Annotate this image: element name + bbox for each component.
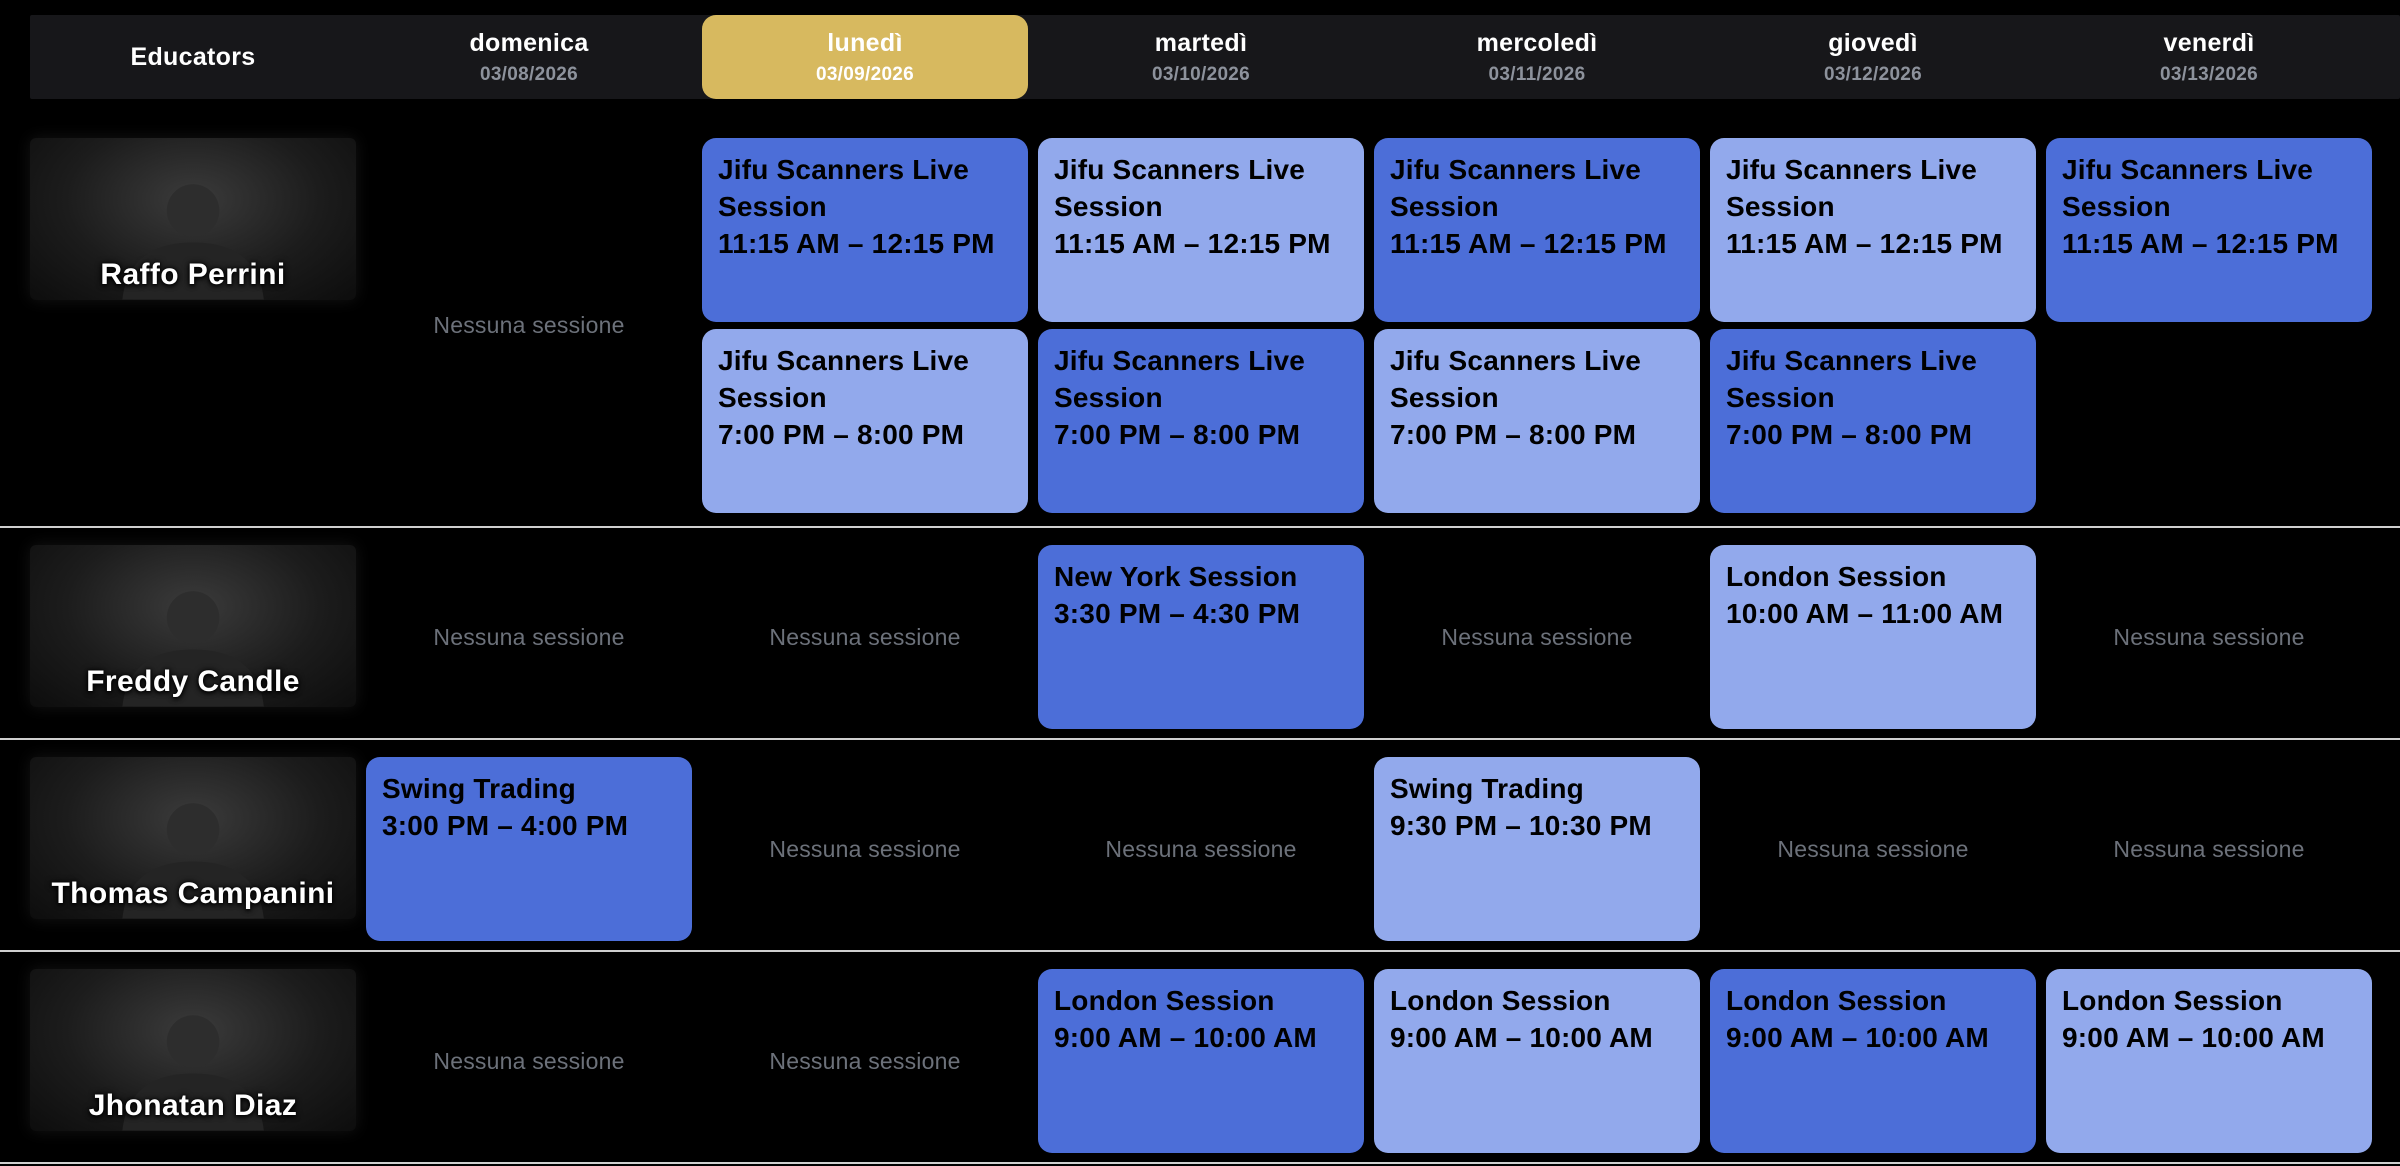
educator-photo-cell	[30, 545, 356, 729]
schedule-cell	[1710, 969, 2036, 1153]
educator-name: Freddy Candle	[86, 665, 300, 698]
session-card[interactable]	[1038, 545, 1364, 729]
schedule-cell	[702, 545, 1028, 729]
schedule-cell	[2046, 969, 2372, 1153]
educator-photo	[30, 757, 356, 919]
day-name: martedì	[1154, 28, 1248, 57]
session-title: New York Session	[1054, 561, 1298, 592]
day-date: 03/09/2026	[815, 63, 915, 85]
day-name: lunedì	[827, 28, 903, 57]
educator-photo-cell	[30, 757, 356, 941]
schedule-cell	[702, 969, 1028, 1153]
schedule-cell	[1710, 757, 2036, 941]
session-title: London Session	[1054, 985, 1275, 1016]
session-card[interactable]	[1710, 329, 2036, 513]
session-title: Jifu Scanners Live Session	[1726, 154, 1978, 222]
schedule-cell	[1710, 138, 2036, 513]
schedule-cell	[1374, 969, 1700, 1153]
session-time: 9:00 AM – 10:00 AM	[1726, 1022, 1989, 1053]
session-title: London Session	[1726, 985, 1947, 1016]
session-time: 9:00 AM – 10:00 AM	[1390, 1022, 1653, 1053]
session-time: 11:15 AM – 12:15 PM	[1390, 228, 1667, 259]
schedule-cell	[1038, 545, 1364, 729]
session-title: London Session	[1390, 985, 1611, 1016]
session-time: 7:00 PM – 8:00 PM	[1054, 419, 1301, 450]
educator-name: Jhonatan Diaz	[88, 1089, 298, 1122]
session-title: Swing Trading	[1390, 773, 1584, 804]
schedule-cell	[702, 757, 1028, 941]
session-time: 7:00 PM – 8:00 PM	[1726, 419, 1973, 450]
session-card[interactable]	[1374, 757, 1700, 941]
educator-photo	[30, 545, 356, 707]
educator-row	[0, 99, 2400, 528]
schedule-cell	[366, 545, 692, 729]
session-title: Swing Trading	[382, 773, 576, 804]
session-card[interactable]	[702, 138, 1028, 322]
session-title: Jifu Scanners Live Session	[2062, 154, 2314, 222]
schedule-cell	[2046, 138, 2372, 513]
session-time: 11:15 AM – 12:15 PM	[1054, 228, 1331, 259]
session-title: London Session	[2062, 985, 2283, 1016]
empty-session-label: Nessuna sessione	[1441, 623, 1633, 650]
day-name: giovedì	[1828, 28, 1918, 57]
session-card[interactable]	[1038, 329, 1364, 513]
session-card[interactable]	[1710, 138, 2036, 322]
session-card[interactable]	[366, 757, 692, 941]
session-card[interactable]	[1038, 138, 1364, 322]
schedule-cell	[366, 757, 692, 941]
empty-session-label: Nessuna sessione	[433, 312, 625, 338]
session-title: London Session	[1726, 561, 1947, 592]
day-date: 03/11/2026	[1488, 63, 1586, 85]
session-title: Jifu Scanners Live Session	[718, 345, 970, 413]
session-time: 7:00 PM – 8:00 PM	[718, 419, 965, 450]
empty-session-label: Nessuna sessione	[769, 1047, 961, 1074]
day-name: venerdì	[2163, 28, 2255, 57]
session-time: 11:15 AM – 12:15 PM	[718, 228, 995, 259]
schedule-cell	[366, 969, 692, 1153]
session-title: Jifu Scanners Live Session	[1726, 345, 1978, 413]
educator-row-grid	[0, 740, 2400, 950]
schedule-cell	[1038, 757, 1364, 941]
educator-row-grid	[0, 99, 2400, 526]
day-tab-mercoledì[interactable]	[1374, 15, 1700, 99]
session-time: 9:00 AM – 10:00 AM	[2062, 1022, 2325, 1053]
educator-row	[0, 952, 2400, 1164]
session-time: 3:00 PM – 4:00 PM	[382, 810, 629, 841]
schedule-cell	[2046, 545, 2372, 729]
educator-photo-cell	[30, 138, 356, 513]
day-tab-domenica[interactable]	[366, 15, 692, 99]
schedule-cell	[702, 138, 1028, 513]
empty-session-label: Nessuna sessione	[769, 623, 961, 650]
session-time: 10:00 AM – 11:00 AM	[1726, 598, 2004, 629]
schedule-cell	[1374, 545, 1700, 729]
day-header-row	[30, 15, 2400, 99]
session-card[interactable]	[1038, 969, 1364, 1153]
schedule-cell	[1038, 138, 1364, 513]
schedule-cell	[1710, 545, 2036, 729]
session-time: 3:30 PM – 4:30 PM	[1054, 598, 1301, 629]
educator-row	[0, 528, 2400, 740]
day-date: 03/13/2026	[2159, 63, 2259, 85]
day-name: mercoledì	[1476, 28, 1598, 57]
session-card[interactable]	[702, 329, 1028, 513]
session-card[interactable]	[2046, 138, 2372, 322]
session-time: 9:00 AM – 10:00 AM	[1054, 1022, 1317, 1053]
day-tab-venerdì[interactable]	[2046, 15, 2372, 99]
educator-photo-cell	[30, 969, 356, 1153]
session-card[interactable]	[1710, 545, 2036, 729]
session-card[interactable]	[2046, 969, 2372, 1153]
educator-name: Raffo Perrini	[100, 258, 286, 291]
session-time: 7:00 PM – 8:00 PM	[1390, 419, 1637, 450]
educator-photo	[30, 138, 356, 300]
day-name: domenica	[469, 28, 589, 57]
empty-session-label: Nessuna sessione	[1105, 835, 1297, 862]
day-tab-giovedì[interactable]	[1710, 15, 2036, 99]
day-tab-lunedì[interactable]	[702, 15, 1028, 99]
day-date: 03/10/2026	[1151, 63, 1251, 85]
empty-session-label: Nessuna sessione	[433, 623, 625, 650]
educator-row	[0, 740, 2400, 952]
educator-row-grid	[0, 952, 2400, 1162]
schedule-cell	[1374, 757, 1700, 941]
schedule-cell	[2046, 757, 2372, 941]
educator-name: Thomas Campanini	[51, 877, 335, 910]
session-title: Jifu Scanners Live Session	[1054, 345, 1306, 413]
session-time: 9:30 PM – 10:30 PM	[1390, 810, 1652, 841]
educator-photo	[30, 969, 356, 1131]
empty-session-label: Nessuna sessione	[769, 835, 961, 862]
schedule-cell	[1374, 138, 1700, 513]
session-time: 11:15 AM – 12:15 PM	[1726, 228, 2003, 259]
session-card[interactable]	[1374, 329, 1700, 513]
educator-rows	[0, 99, 2400, 1164]
session-time: 11:15 AM – 12:15 PM	[2062, 228, 2339, 259]
session-title: Jifu Scanners Live Session	[718, 154, 970, 222]
day-date: 03/12/2026	[1823, 63, 1923, 85]
schedule-cell	[1038, 969, 1364, 1153]
empty-session-label: Nessuna sessione	[2113, 835, 2305, 862]
day-date: 03/08/2026	[479, 63, 579, 85]
empty-session-label: Nessuna sessione	[2113, 623, 2305, 650]
session-title: Jifu Scanners Live Session	[1390, 345, 1642, 413]
empty-session-label: Nessuna sessione	[1777, 835, 1969, 862]
empty-session-label: Nessuna sessione	[433, 1047, 625, 1074]
educator-row-grid	[0, 528, 2400, 738]
session-card[interactable]	[1374, 138, 1700, 322]
educators-label: Educators	[130, 42, 256, 71]
day-tab-martedì[interactable]	[1038, 15, 1364, 99]
session-card[interactable]	[1374, 969, 1700, 1153]
schedule-cell	[366, 138, 692, 513]
session-title: Jifu Scanners Live Session	[1054, 154, 1306, 222]
session-title: Jifu Scanners Live Session	[1390, 154, 1642, 222]
session-card[interactable]	[1710, 969, 2036, 1153]
